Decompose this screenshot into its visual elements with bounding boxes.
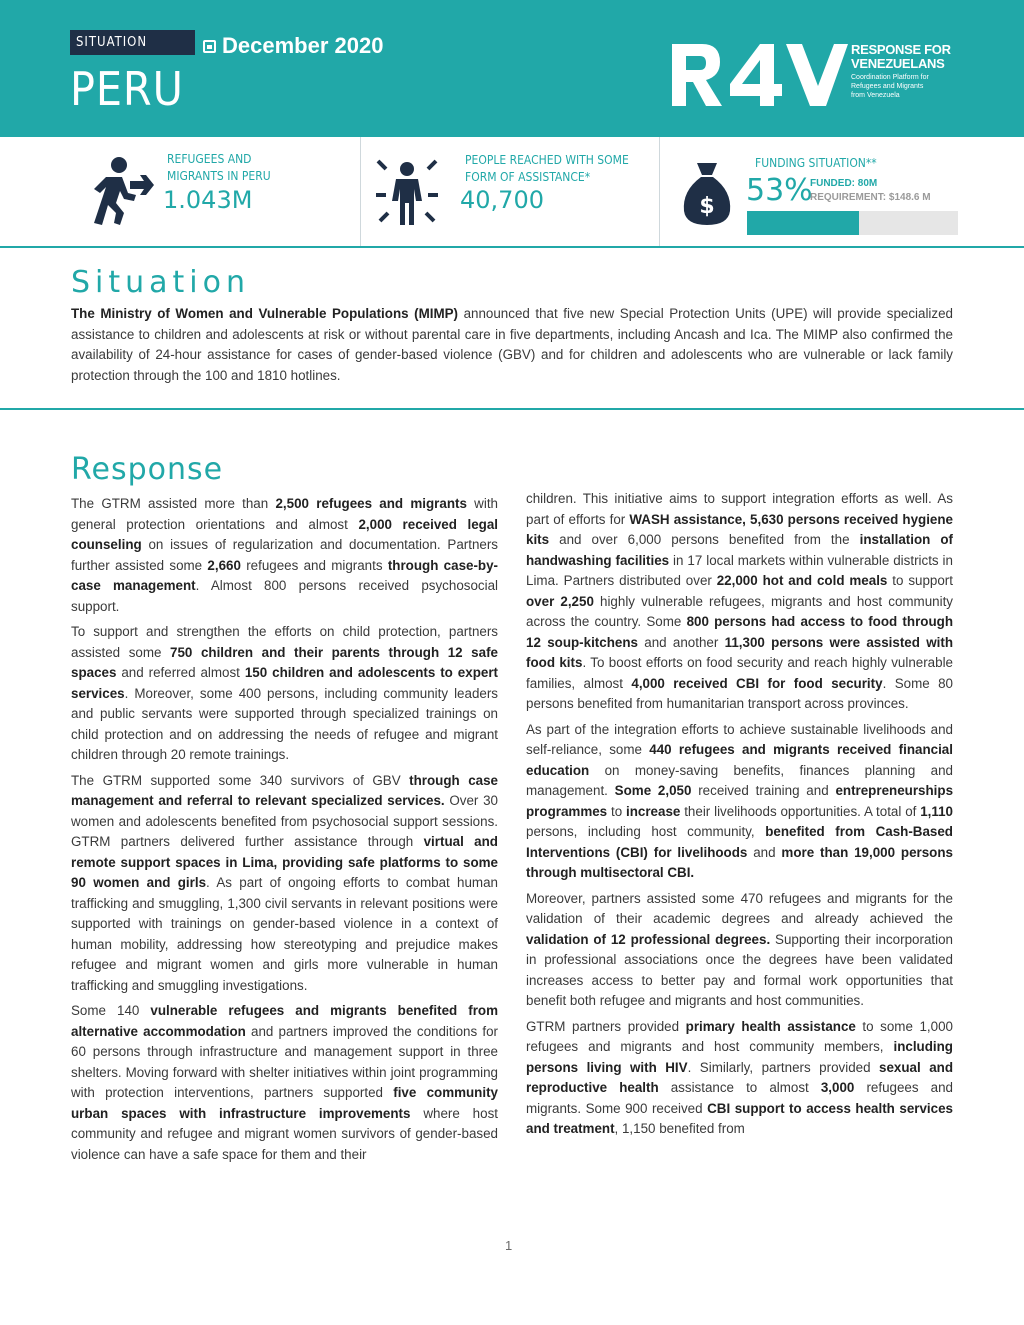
bold-text: 2,500 refugees and migrants: [275, 496, 467, 511]
refugees-value: 1.043M: [163, 186, 253, 214]
body-text: . Almost 800 persons received psychosocial support.: [71, 578, 499, 614]
funding-percent: 53%: [746, 173, 813, 208]
bold-text: vulnerable refugees and migrants benefited from alternative accommodation: [71, 1003, 498, 1039]
body-text: refugees and migrants. Some 900 received: [526, 1080, 953, 1116]
body-text: received training and: [691, 783, 836, 798]
response-paragraph: [71, 771, 498, 997]
reached-value: 40,700: [460, 186, 544, 214]
logo-line-1: RESPONSE FOR: [851, 42, 951, 57]
body-text: and partners improved the conditions for 60 persons through infrastructure and management support in three shelters. Moving forward with shelter initiatives within joint programming with protection interventions, partners supported: [71, 1023, 498, 1100]
body-text: where host community and refugee and migrant women survivors of gender-based violence can have a safe space for them and their: [71, 1105, 498, 1162]
money-bag-icon: [682, 161, 732, 227]
logo-line-2: VENEZUELANS: [851, 56, 945, 71]
divider-line: [0, 408, 1024, 410]
body-text: persons, including host community,: [526, 824, 766, 839]
divider-line: [0, 246, 1024, 248]
body-text: to: [607, 803, 626, 819]
bold-text: virtual and remote support spaces in Lima, providing safe platforms to some 90 women and girls: [71, 834, 498, 890]
bold-text: 1,110: [920, 803, 953, 819]
body-text: As part of the integration efforts to achieve sustainable livelihoods and self-reliance, some: [526, 721, 953, 757]
response-paragraph: [71, 494, 498, 617]
body-text: GTRM partners provided: [526, 1018, 686, 1034]
response-paragraph: [526, 1017, 953, 1140]
body-text: . As part of ongoing efforts to combat human trafficking and smuggling, 1,300 civil servants in relevant positions were supported with trainings on gender-based violence in a context of human mobility, addressing how stereotyping and prejudice makes refugee and migrant women and girls more vulnerable in human trafficking and smuggling investigations.: [71, 875, 498, 993]
response-column-left: [71, 494, 498, 1170]
refugees-label: REFUGEES AND MIGRANTS IN PERU: [167, 152, 271, 183]
svg-text:$: $: [699, 194, 715, 219]
body-text: Over 30 women and adolescents benefited from psychosocial support sessions. GTRM partners delivered further assistance through: [71, 793, 499, 849]
r4v-logo-text: [851, 43, 951, 100]
body-text: assistance to almost: [658, 1080, 821, 1095]
calendar-icon: [203, 40, 216, 53]
bold-text: 11,300 persons were assisted with food kits: [526, 634, 954, 670]
bold-text: Some 2,050: [614, 783, 692, 798]
report-date: [203, 33, 383, 59]
body-text: and referred almost: [116, 665, 245, 680]
page-number: 1: [505, 1238, 513, 1253]
bold-text: including persons living with HIV: [526, 1039, 953, 1075]
bold-text: 22,000 hot and cold meals: [716, 573, 888, 588]
funding-progress-bar: [747, 211, 958, 235]
bold-text: primary health assistance: [685, 1018, 856, 1034]
funding-progress-fill: [747, 211, 859, 235]
bold-text: entrepreneurships programmes: [526, 783, 954, 819]
bold-text: through case-by-case management: [71, 557, 499, 593]
body-text: . Similarly, partners provided: [687, 1059, 880, 1075]
reached-label: PEOPLE REACHED WITH SOME FORM OF ASSISTANCE*: [465, 153, 629, 184]
funding-label: FUNDING SITUATION**: [755, 156, 877, 170]
body-text: Supporting their incorporation in professional associations once the degrees have been validated increases access to better pay and formal work opportunities that benefit both refugee and migrants and host communities.: [526, 931, 953, 1008]
body-text: . To boost efforts on food security and reach highly vulnerable families, almost: [526, 655, 953, 691]
body-text: The GTRM supported some 340 survivors of GBV: [71, 772, 410, 788]
response-paragraph: [526, 720, 953, 884]
bold-text: more than 19,000 persons through multisectoral CBI.: [526, 844, 953, 880]
response-paragraph: [71, 1001, 498, 1165]
country-title: PERU: [70, 62, 184, 116]
body-text: and over 6,000 persons benefited from the: [549, 532, 860, 547]
bold-text: 750 children and their parents through 12 safe spaces: [71, 644, 498, 680]
body-text: their livelihoods opportunities. A total of: [680, 803, 921, 819]
person-highlighted-icon: [372, 155, 442, 227]
report-date-text: December 2020: [222, 33, 384, 58]
body-text: Some 140: [71, 1003, 151, 1018]
bold-text: 2,000 received legal counseling: [71, 516, 499, 552]
bold-text: 150 children and adolescents to expert services: [71, 665, 498, 701]
situation-tag: SITUATION: [70, 30, 195, 55]
bold-text: sexual and reproductive health: [526, 1059, 954, 1095]
bold-text: CBI support to access health services and treatment: [526, 1100, 953, 1136]
body-text: on issues of regularization and documentation. Partners further assisted some: [71, 537, 498, 573]
bold-text: validation of 12 professional degrees.: [526, 931, 771, 947]
body-text: with general protection orientations and almost: [71, 496, 498, 532]
bold-text: WASH assistance, 5,630 persons received hygiene kits: [526, 511, 953, 547]
bold-text: benefited from Cash-Based Interventions (CBI) for livelihoods: [526, 824, 953, 860]
bold-text: 4,000 received CBI for food security: [631, 675, 883, 691]
situation-paragraph: The Ministry of Women and Vulnerable Populations (MIMP) announced that five new Special Protection Units (UPE) will provide specialized assistance to children and adolescents at risk or without parental care in five departments, including Ancash and Ica. The MIMP also confirmed the availability of 24-hour assistance for cases of gender-based violence (GBV) and for children and adolescents who are vulnerable or lack family protection through the 100 and 1810 hotlines.: [71, 306, 953, 383]
body-text: To support and strengthen the efforts on child protection, partners assisted some: [71, 624, 498, 660]
bold-text: installation of handwashing facilities: [526, 532, 954, 568]
body-text: to support: [887, 573, 953, 588]
bold-text: 2,660: [207, 557, 241, 573]
funding-requirement: REQUIREMENT: $148.6 M: [810, 192, 931, 203]
body-text: in 17 local markets within vulnerable districts in Lima. Partners distributed over: [526, 552, 953, 588]
stat-divider: [659, 137, 660, 247]
response-paragraph: [526, 489, 953, 715]
header-banner: [0, 0, 1024, 137]
body-text: on money-saving benefits, finances planning and management.: [526, 762, 953, 798]
funded-amount: FUNDED: 80M: [810, 178, 878, 189]
body-text: children. This initiative aims to support integration efforts as well. As part of efforts for: [526, 491, 953, 527]
response-heading: Response: [71, 452, 224, 487]
body-text: and: [747, 844, 782, 860]
response-paragraph: [71, 622, 498, 766]
situation-heading: Situation: [71, 265, 251, 300]
body-text: Moreover, partners assisted some 470 refugees and migrants for the validation of their academic degrees and already achieved the: [526, 890, 953, 926]
bold-text: five community urban spaces with infrastructure improvements: [71, 1085, 498, 1121]
r4v-logo-icon: [668, 40, 848, 110]
bold-text: 3,000: [820, 1080, 855, 1095]
body-text: refugees and migrants: [240, 557, 388, 573]
logo-subtitle: Coordination Platform for Refugees and Migrants from Venezuela: [851, 74, 929, 99]
body-text: to some 1,000 refugees and migrants and host community members,: [526, 1018, 953, 1054]
bold-text: over 2,250: [526, 593, 594, 609]
bold-text: 440 refugees and migrants received financial education: [526, 742, 953, 778]
body-text: and another: [637, 634, 725, 650]
body-text: . Some 80 persons benefited from humanitarian transport across provinces.: [526, 675, 953, 711]
body-text: . Moreover, some 400 persons, including community leaders and public servants were supported through specialized trainings on child protection and on addressing the needs of refugee and migrant children through 20 remote trainings.: [71, 685, 498, 762]
body-text: The GTRM assisted more than: [71, 496, 276, 511]
bold-text: through case management and referral to relevant specialized services.: [71, 772, 498, 808]
bold-text: increase: [626, 803, 681, 819]
body-text: highly vulnerable refugees, migrants and host community across the country. Some: [526, 593, 953, 629]
bold-text: 800 persons had access to food through 12 soup-kitchens: [526, 614, 954, 650]
response-column-right: [526, 489, 953, 1145]
response-paragraph: [526, 889, 953, 1012]
stat-divider: [360, 137, 361, 247]
running-person-icon: [74, 155, 156, 227]
body-text: , 1,150 benefited from: [614, 1121, 745, 1136]
